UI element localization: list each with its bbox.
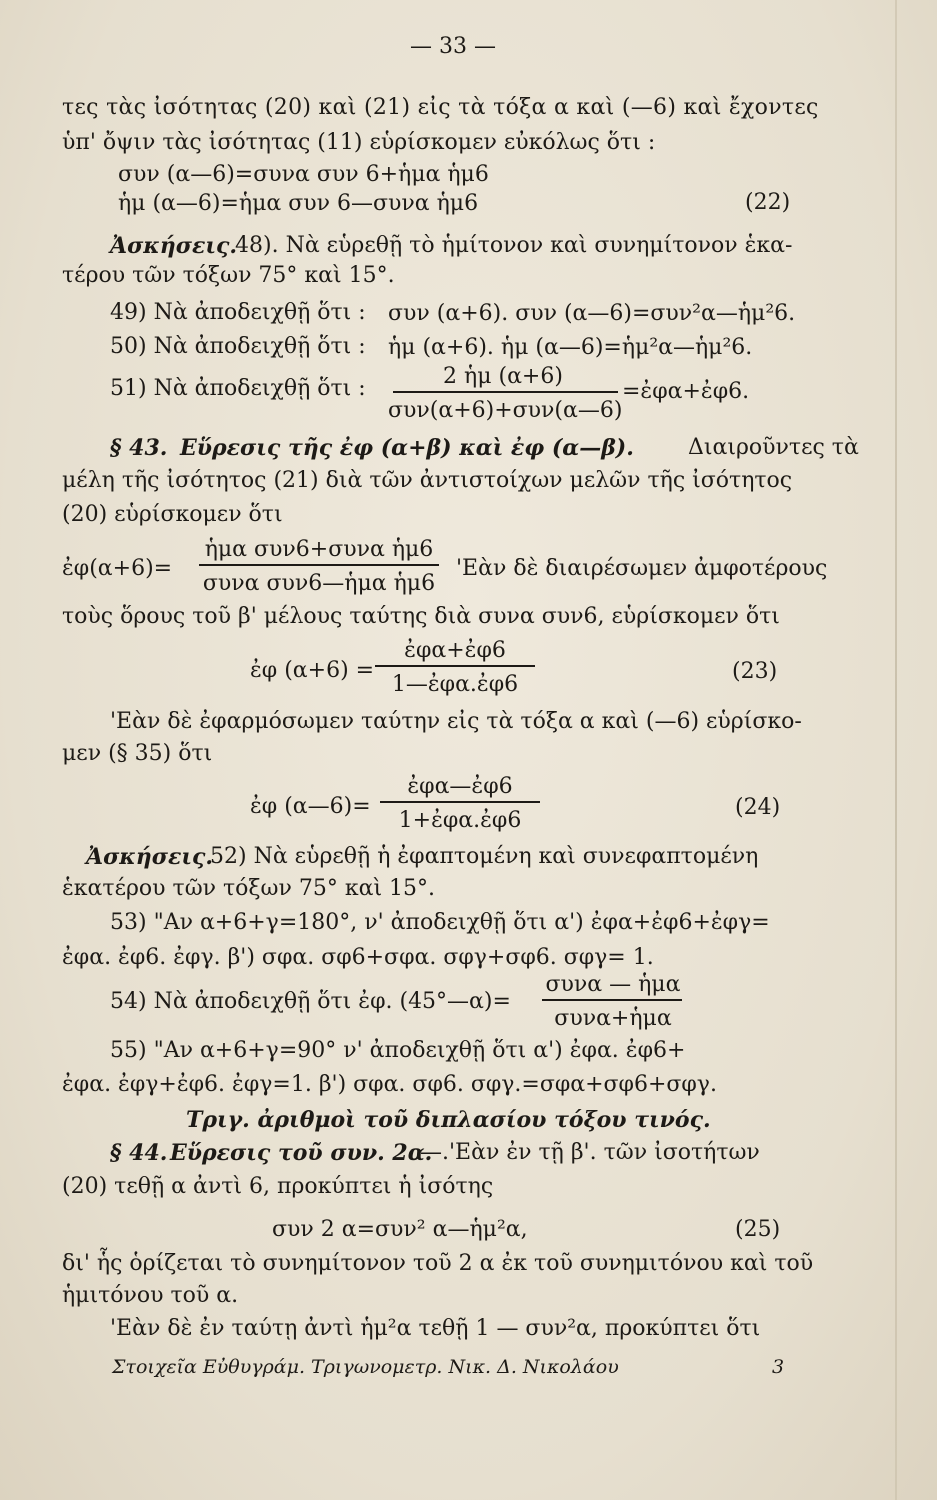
- text-line: ἐφα. ἐφ6. ἐφγ. β') σφα. σφ6+σφα. σφγ+σφ6. σφγ= 1.: [62, 945, 654, 970]
- equation: ἡμ (α+6). ἡμ (α—6)=ἡμ²α—ἡμ²6.: [388, 335, 753, 360]
- fraction-numerator: συνα — ἡμα: [545, 972, 681, 997]
- text-line: (20) τεθῇ α ἀντὶ 6, προκύπτει ἡ ἰσότης: [62, 1174, 494, 1199]
- signature-mark: 3: [772, 1356, 785, 1378]
- fraction-denominator: συνα συν6—ἡμα ἡμ6: [202, 571, 436, 596]
- subsection-heading: Τριγ. ἀριθμοὶ τοῦ διπλασίου τόξου τινός.: [186, 1107, 711, 1133]
- exercise-item: 51) Νὰ ἀποδειχθῇ ὅτι :: [110, 376, 366, 401]
- exercise-item: 55) "Αν α+6+γ=90° ν' ἀποδειχθῇ ὅτι α') ἐφα. ἐφ6+: [110, 1038, 686, 1063]
- equation: συν 2 α=συν² α—ἡμ²α,: [272, 1217, 528, 1242]
- fraction-numerator: ἡμα συν6+συνα ἡμ6: [204, 537, 434, 562]
- text-line: τες τὰς ἰσότητας (20) καὶ (21) εἰς τὰ τόξα α καὶ (—6) καὶ ἔχοντες: [62, 95, 819, 120]
- text-line: μέλη τῆς ἰσότητος (21) διὰ τῶν ἀντιστοίχων μελῶν τῆς ἰσότητος: [62, 468, 793, 493]
- equation-number: (25): [735, 1217, 781, 1242]
- exercise-item: 50) Νὰ ἀποδειχθῇ ὅτι :: [110, 334, 366, 359]
- equation: συν (α—6)=συνα συν 6+ἡμα ἡμ6: [118, 162, 489, 187]
- fraction-denominator: συνα+ἡμα: [554, 1006, 672, 1031]
- text-line: τέρου τῶν τόξων 75° καὶ 15°.: [62, 263, 395, 288]
- equation: συν (α+6). συν (α—6)=συν²α—ἡμ²6.: [388, 301, 796, 326]
- text-line: μεν (§ 35) ὅτι: [62, 741, 213, 766]
- footer-text: Στοιχεῖα Εὐθυγράμ. Τριγωνομετρ. Νικ. Δ. Νικολάου: [112, 1356, 619, 1378]
- fraction-denominator: 1—ἐφα.ἐφ6: [391, 672, 519, 697]
- equation: =ἐφα+ἐφ6.: [622, 379, 750, 404]
- text-line: ἡμιτόνου τοῦ α.: [62, 1283, 239, 1308]
- exercises-heading: Ἀσκήσεις.: [110, 233, 238, 259]
- exercise-item: 49) Νὰ ἀποδειχθῇ ὅτι :: [110, 300, 366, 325]
- exercise-item: 54) Νὰ ἀποδειχθῇ ὅτι ἐφ. (45°—α)=: [110, 989, 511, 1014]
- fraction-bar: [375, 665, 535, 667]
- fraction-denominator: συν(α+6)+συν(α—6): [388, 398, 623, 423]
- equation: ἐφ (α—6)=: [250, 794, 371, 819]
- section-number: § 44.: [110, 1140, 168, 1166]
- text-line: Διαιροῦντες τὰ: [688, 435, 859, 460]
- text-line: τοὺς ὅρους τοῦ β' μέλους ταύτης διὰ συνα συν6, εὑρίσκομεν ὅτι: [62, 604, 780, 629]
- text-line: (20) εὑρίσκομεν ὅτι: [62, 502, 283, 527]
- equation: ἐφ (α+6) =: [250, 658, 375, 683]
- equation-number: (22): [745, 190, 791, 215]
- text-line: 'Εὰν δὲ ἐφαρμόσωμεν ταύτην εἰς τὰ τόξα α καὶ (—6) εὑρίσκο-: [110, 709, 802, 734]
- equation: ἡμ (α—6)=ἡμα συν 6—συνα ἡμ6: [118, 191, 479, 216]
- fraction-bar: [380, 801, 540, 803]
- exercises-heading: Ἀσκήσεις.: [86, 844, 214, 870]
- text-line: ἑκατέρου τῶν τόξων 75° καὶ 15°.: [62, 876, 436, 901]
- fraction-bar: [393, 391, 618, 393]
- text-line: —.'Εὰν ἐν τῇ β'. τῶν ἰσοτήτων: [420, 1140, 760, 1165]
- equation-number: (24): [735, 795, 781, 820]
- text-line: 52) Νὰ εὑρεθῇ ἡ ἐφαπτομένη καὶ συνεφαπτομένη: [210, 844, 759, 869]
- text-line: ἐφα. ἐφγ+ἐφ6. ἐφγ=1. β') σφα. σφ6. σφγ.=σφα+σφ6+σφγ.: [62, 1072, 717, 1097]
- section-number: § 43.: [110, 435, 168, 461]
- equation: ἐφ(α+6)=: [62, 556, 173, 581]
- text-line: δι' ἧς ὁρίζεται τὸ συνημίτονον τοῦ 2 α ἐκ τοῦ συνημιτόνου καὶ τοῦ: [62, 1251, 814, 1276]
- fraction-bar: [199, 564, 439, 566]
- equation-number: (23): [732, 659, 778, 684]
- fraction-denominator: 1+ἐφα.ἐφ6: [398, 808, 522, 833]
- text-line: 'Εὰν δὲ ἐν ταύτῃ ἀντὶ ἡμ²α τεθῇ 1 — συν²α, προκύπτει ὅτι: [110, 1316, 761, 1341]
- section-title: Εὕρεσις τοῦ συν. 2α.: [170, 1140, 433, 1166]
- text-line: ὑπ' ὄψιν τὰς ἰσότητας (11) εὑρίσκομεν εὐκόλως ὅτι :: [62, 130, 656, 155]
- fraction-numerator: 2 ἡμ (α+6): [443, 364, 563, 389]
- page-number: — 33 —: [410, 34, 496, 59]
- section-title: Εὕρεσις τῆς ἐφ (α+β) καὶ ἐφ (α—β).: [180, 435, 634, 461]
- fraction-numerator: ἐφα—ἐφ6: [407, 774, 513, 799]
- exercise-item: 53) "Αν α+6+γ=180°, ν' ἀποδειχθῇ ὅτι α') ἐφα+ἐφ6+ἐφγ=: [110, 910, 770, 935]
- fraction-numerator: ἐφα+ἐφ6: [404, 638, 506, 663]
- text-line: 'Εὰν δὲ διαιρέσωμεν ἀμφοτέρους: [456, 556, 828, 581]
- text-line: 48). Νὰ εὑρεθῇ τὸ ἡμίτονον καὶ συνημίτονον ἑκα-: [235, 233, 793, 258]
- fraction-bar: [542, 999, 682, 1001]
- page-fold: [895, 0, 897, 1500]
